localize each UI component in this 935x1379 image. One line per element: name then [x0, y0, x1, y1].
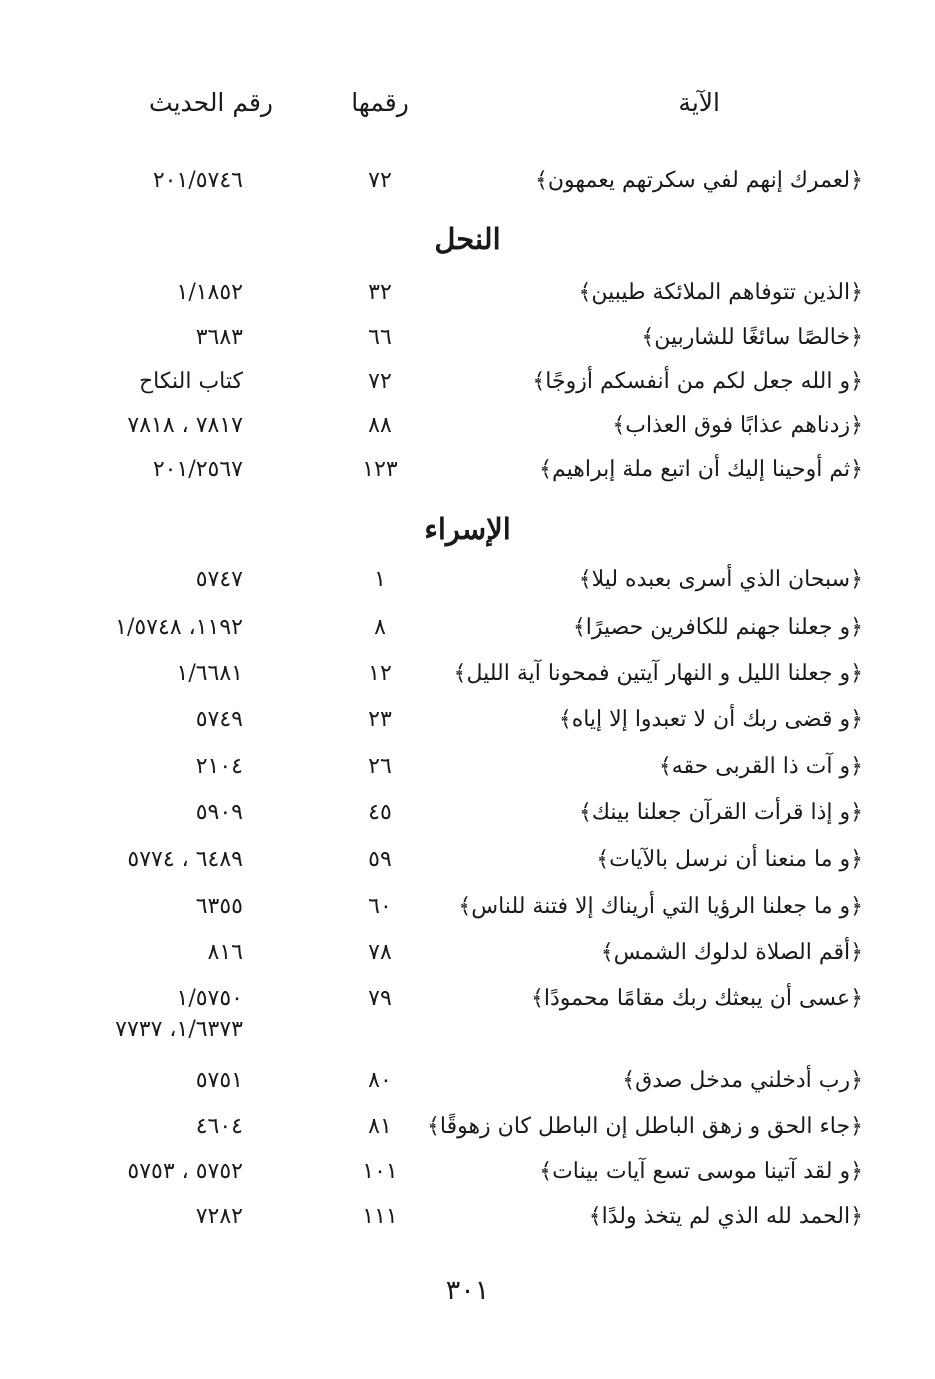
- hadith-number: ٥٧٥٢ ، ٥٧٥٣: [127, 1159, 243, 1184]
- verse-number: ٧٢: [368, 168, 392, 193]
- table-row: [0, 280, 935, 320]
- verse-text: ﴿و لقد آتينا موسى تسع آيات بينات﴾: [539, 1159, 863, 1184]
- surah-heading-isra: الإسراء: [424, 512, 511, 546]
- header-hadith: رقم الحديث: [149, 88, 273, 117]
- table-row: [0, 1159, 935, 1199]
- verse-text: ﴿و إذا قرأت القرآن جعلنا بينك﴾: [578, 800, 863, 825]
- verse-number: ٥٩: [368, 847, 392, 872]
- hadith-number: ١/٥٧٥٠: [176, 986, 243, 1011]
- hadith-number: ٧٢٨٢: [195, 1204, 243, 1229]
- table-row: [0, 168, 935, 208]
- verse-text: ﴿خالصًا سائغًا للشاربين﴾: [641, 325, 863, 350]
- hadith-number: ٣٦٨٣: [195, 325, 243, 350]
- table-row: [0, 615, 935, 655]
- verse-text: ﴿عسى أن يبعثك ربك مقامًا محمودًا﴾: [530, 986, 863, 1011]
- hadith-number: ١/١٨٥٢: [176, 280, 243, 305]
- header-number: رقمها: [351, 88, 409, 117]
- verse-text: ﴿و جعلنا جهنم للكافرين حصيرًا﴾: [572, 615, 863, 640]
- hadith-number: ٥٧٤٩: [195, 707, 243, 732]
- verse-text: ﴿زدناهم عذابًا فوق العذاب﴾: [612, 413, 863, 438]
- hadith-number: ٥٧٥١: [195, 1068, 243, 1093]
- verse-text: ﴿أقم الصلاة لدلوك الشمس﴾: [600, 940, 863, 965]
- verse-text: ﴿سبحان الذي أسرى بعبده ليلا﴾: [578, 567, 863, 592]
- verse-text: ﴿ثم أوحينا إليك أن اتبع ملة إبراهيم﴾: [539, 457, 863, 482]
- verse-number: ٨١: [368, 1114, 392, 1139]
- verse-number: ٨٨: [368, 413, 392, 438]
- table-row: [0, 457, 935, 497]
- verse-number: ٦٦: [368, 325, 392, 350]
- verse-number: ٨: [374, 615, 386, 640]
- verse-text: ﴿جاء الحق و زهق الباطل إن الباطل كان زهوقًا﴾: [426, 1114, 863, 1139]
- table-row: [0, 754, 935, 794]
- hadith-number: ١١٩٢، ١/٥٧٤٨: [115, 615, 243, 640]
- hadith-number: ٤٦٠٤: [195, 1114, 243, 1139]
- verse-number: ٧٨: [368, 940, 392, 965]
- verse-number: ٧٢: [368, 369, 392, 394]
- verse-number: ٢٣: [368, 707, 392, 732]
- table-row: [0, 413, 935, 453]
- verse-number: ٤٥: [368, 800, 392, 825]
- verse-text: ﴿الحمد لله الذي لم يتخذ ولدًا﴾: [588, 1204, 863, 1229]
- hadith-number: ٦٤٨٩ ، ٥٧٧٤: [127, 847, 243, 872]
- hadith-number: ١/٦٦٨١: [176, 661, 243, 686]
- verse-text: ﴿و الله جعل لكم من أنفسكم أزوجًا﴾: [532, 369, 863, 394]
- hadith-number-continuation: ١/٦٣٧٣، ٧٧٣٧: [115, 1017, 243, 1042]
- page-number: ٣٠١: [445, 1275, 490, 1306]
- table-row: [0, 800, 935, 840]
- verse-number: ١١١: [362, 1204, 398, 1229]
- verse-text: ﴿رب أدخلني مدخل صدق﴾: [622, 1068, 863, 1093]
- verse-text: ﴿و ما جعلنا الرؤيا التي أريناك إلا فتنة للناس﴾: [458, 894, 863, 919]
- verse-text: ﴿و جعلنا الليل و النهار آيتين فمحونا آية الليل﴾: [453, 661, 863, 686]
- table-row: [0, 567, 935, 607]
- table-row: [0, 1068, 935, 1108]
- verse-number: ٢٦: [368, 754, 392, 779]
- hadith-number: ٦٣٥٥: [195, 894, 243, 919]
- verse-text: ﴿و آت ذا القربى حقه﴾: [658, 754, 863, 779]
- surah-heading-nahl: النحل: [434, 222, 501, 256]
- hadith-number: ٥٧٤٧: [195, 567, 243, 592]
- hadith-number: ٥٩٠٩: [195, 800, 243, 825]
- hadith-number: ٨١٦: [207, 940, 243, 965]
- column-header-row: [0, 88, 935, 128]
- table-row: [0, 847, 935, 887]
- table-row: [0, 661, 935, 701]
- table-row: [0, 894, 935, 934]
- hadith-number: ٢١٠٤: [195, 754, 243, 779]
- verse-number: ٨٠: [368, 1068, 392, 1093]
- verse-number: ١٢: [368, 661, 392, 686]
- verse-number: ٦٠: [368, 894, 392, 919]
- table-row: [0, 325, 935, 365]
- verse-number: ١: [374, 567, 386, 592]
- table-row: [0, 940, 935, 980]
- table-row: [0, 1204, 935, 1244]
- verse-number: ١٢٣: [362, 457, 398, 482]
- table-row: [0, 369, 935, 409]
- verse-number: ٧٩: [368, 986, 392, 1011]
- verse-number: ١٠١: [362, 1159, 398, 1184]
- verse-text: ﴿و ما منعنا أن نرسل بالآيات﴾: [596, 847, 863, 872]
- verse-number: ٣٢: [368, 280, 392, 305]
- header-verse: الآية: [678, 88, 720, 117]
- verse-text: ﴿الذين تتوفاهم الملائكة طيبين﴾: [578, 280, 863, 305]
- hadith-number: كتاب النكاح: [138, 369, 243, 394]
- verse-text: ﴿لعمرك إنهم لفي سكرتهم يعمهون﴾: [535, 168, 863, 193]
- hadith-number: ٢٠١/٥٧٤٦: [152, 168, 243, 193]
- hadith-number: ٧٨١٧ ، ٧٨١٨: [127, 413, 243, 438]
- table-row: [0, 707, 935, 747]
- verse-text: ﴿و قضى ربك أن لا تعبدوا إلا إياه﴾: [558, 707, 863, 732]
- hadith-number: ٢٠١/٢٥٦٧: [152, 457, 243, 482]
- table-row: [0, 1114, 935, 1154]
